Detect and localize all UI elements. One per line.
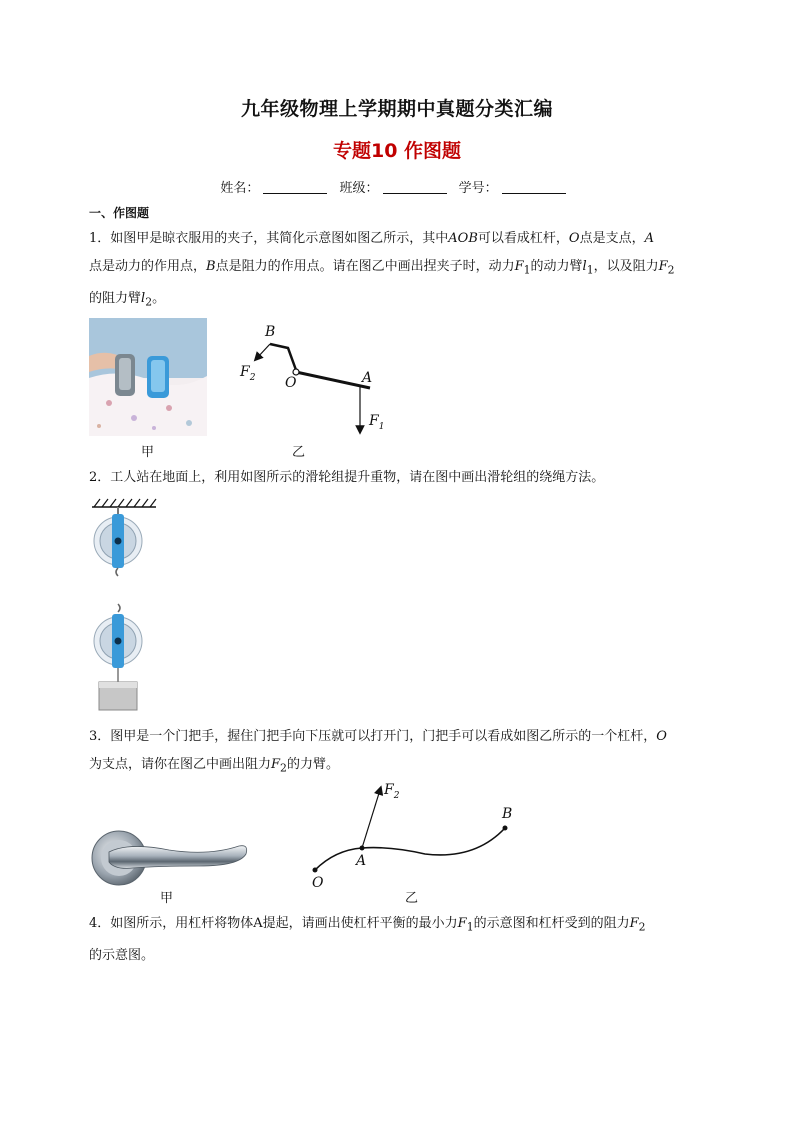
- clothespin-photo: [89, 318, 207, 436]
- q1-text: 点是动力的作用点，: [89, 259, 207, 274]
- class-blank[interactable]: [383, 181, 447, 194]
- q3-caption-jia: 甲: [160, 891, 174, 906]
- q1-f1: F: [514, 259, 524, 274]
- q1-aob: AOB: [448, 231, 478, 246]
- q3-caption-yi: 乙: [405, 891, 419, 906]
- pulley-system-diagram: [88, 496, 160, 716]
- q3-text: 为支点，请你在图乙中画出阻力: [89, 757, 272, 772]
- q1-text: 点是支点，: [579, 231, 645, 246]
- question-1: [89, 225, 709, 316]
- q1-text: 点是阻力的作用点。请在图乙中画出捏夹子时，动力: [215, 259, 515, 274]
- q1-l1-sub: 1: [586, 263, 594, 277]
- q3-o: O: [656, 729, 667, 744]
- question-2: 2．工人站在地面上，利用如图所示的滑轮组提升重物，请在图中画出滑轮组的绕绳方法。: [89, 470, 605, 485]
- q4-f1: F: [457, 916, 467, 931]
- q3-text: 的力臂。: [286, 757, 339, 772]
- q4-f1-sub: 1: [466, 920, 474, 934]
- q1-text: 的阻力臂: [89, 290, 142, 306]
- door-handle-photo: [89, 822, 249, 887]
- name-blank[interactable]: [263, 181, 327, 194]
- q3-label-f2-sub: 2: [393, 790, 400, 801]
- page-subtitle: 专题10 作图题: [332, 140, 462, 162]
- question-3: [89, 723, 709, 783]
- q3-f2: F: [271, 757, 281, 772]
- q1-text: 的动力臂: [530, 259, 583, 274]
- q4-text: 的示意图和杠杆受到的阻力: [473, 916, 630, 931]
- q1-label-f1-letter: F: [369, 413, 379, 429]
- q1-l2-sub: 2: [145, 295, 153, 309]
- q1-text: 可以看成杠杆，: [477, 231, 569, 246]
- q3-label-a: A: [356, 853, 367, 869]
- q1-label-f1-sub: 1: [378, 421, 385, 432]
- name-label: 姓名：: [220, 181, 260, 196]
- q1-caption-jia: 甲: [141, 445, 155, 460]
- q1-o: O: [568, 231, 580, 246]
- page-title: 九年级物理上学期期中真题分类汇编: [240, 98, 553, 120]
- id-blank[interactable]: [502, 181, 566, 194]
- q1-label-f2-sub: 2: [249, 372, 256, 383]
- q1-l1: l: [582, 259, 587, 274]
- q1-text: 1．如图甲是晾衣服用的夹子，其简化示意图如图乙所示，其中: [89, 231, 449, 246]
- q3-label-o: O: [312, 875, 324, 891]
- q1-text: 。: [152, 290, 166, 306]
- q1-label-b: B: [265, 324, 276, 340]
- q1-b: B: [206, 259, 216, 274]
- q1-label-f2: [240, 364, 255, 383]
- q1-label-o: O: [285, 375, 297, 391]
- id-label: 学号：: [458, 181, 498, 196]
- q1-f2: F: [658, 259, 668, 274]
- section-title: 一、作图题: [89, 206, 150, 220]
- student-info: [0, 177, 794, 196]
- q1-f2-sub: 2: [667, 263, 675, 277]
- q1-label-f1: [369, 413, 384, 432]
- q3-label-f2: [384, 782, 399, 801]
- q1-l2: l: [141, 290, 146, 306]
- door-lever-diagram: [300, 780, 530, 880]
- q1-label-f2-letter: F: [240, 364, 250, 380]
- q3-f2-sub: 2: [280, 761, 287, 775]
- q3-label-f2-letter: F: [384, 782, 394, 798]
- q3-label-b: B: [502, 806, 513, 822]
- q4-f2: F: [629, 916, 639, 931]
- class-label: 班级：: [339, 181, 379, 196]
- q1-caption-yi: 乙: [292, 445, 306, 460]
- q1-label-a: A: [362, 370, 373, 386]
- q1-f1-sub: 1: [523, 263, 531, 277]
- q4-f2-sub: 2: [638, 920, 646, 934]
- question-4: [89, 910, 709, 970]
- q1-a: A: [644, 231, 654, 246]
- q4-text: 4．如图所示，用杠杆将物体A提起，请画出使杠杆平衡的最小力: [89, 916, 458, 931]
- q3-text: 3．图甲是一个门把手，握住门把手向下压就可以打开门，门把手可以看成如图乙所示的一个杠杆，: [89, 729, 657, 744]
- q1-text: ，以及阻力: [593, 259, 659, 274]
- q4-text: 的示意图。: [89, 947, 155, 963]
